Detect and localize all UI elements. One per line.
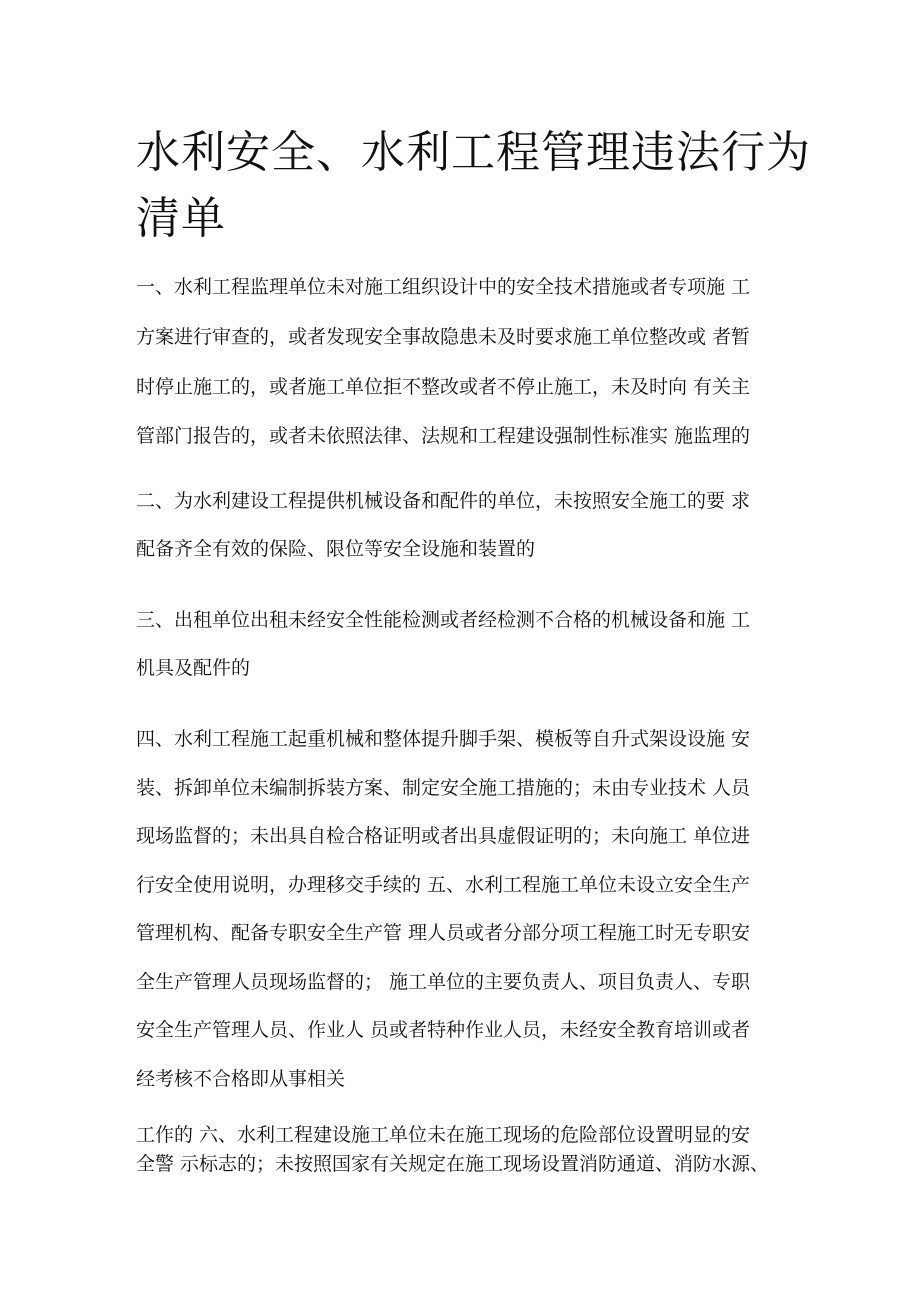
paragraph-line: 配备齐全有效的保险、限位等安全设施和装置的 — [136, 538, 536, 560]
paragraph-line: 管部门报告的，或者未依照法律、法规和工程建设强制性标准实 施监理的 — [136, 425, 751, 447]
paragraph-line: 方案进行审查的，或者发现安全事故隐患未及时要求施工单位整改或 者暂 — [136, 326, 751, 348]
paragraph-line: 四、水利工程施工起重机械和整体提升脚手架、模板等自升式架设设施 安 — [136, 728, 751, 750]
paragraph-line: 经考核不合格即从事相关 — [136, 1068, 346, 1090]
paragraph-line: 安全生产管理人员、作业人 员或者特种作业人员，未经安全教育培训或者 — [136, 1019, 751, 1041]
paragraph-line: 时停止施工的，或者施工单位拒不整改或者不停止施工，未及时向 有关主 — [136, 376, 751, 398]
paragraph-line: 现场监督的；未出具自检合格证明或者出具虚假证明的；未向施工 单位进 — [136, 825, 751, 847]
paragraph-line: 机具及配件的 — [136, 657, 251, 679]
paragraph-line: 二、为水利建设工程提供机械设备和配件的单位，未按照安全施工的要 求 — [136, 490, 751, 512]
paragraph-line: 一、水利工程监理单位未对施工组织设计中的安全技术措施或者专项施 工 — [136, 276, 751, 298]
title-line-1: 水利安全、水利工程管理违法行为 — [136, 127, 811, 178]
paragraph-line: 全警 示标志的；未按照国家有关规定在施工现场设置消防通道、消防水源、 — [136, 1153, 770, 1175]
paragraph-line: 工作的 六、水利工程建设施工单位未在施工现场的危险部位设置明显的安 — [136, 1124, 751, 1146]
title-line-2: 清单 — [136, 193, 226, 244]
paragraph-line: 装、拆卸单位未编制拆装方案、制定安全施工措施的；未由专业技术 人员 — [136, 777, 751, 799]
paragraph-line: 行安全使用说明，办理移交手续的 五、水利工程施工单位未设立安全生产 — [136, 874, 751, 896]
paragraph-line: 管理机构、配备专职安全生产管 理人员或者分部分项工程施工时无专职安 — [136, 922, 751, 944]
paragraph-line: 三、出租单位出租未经安全性能检测或者经检测不合格的机械设备和施 工 — [136, 609, 751, 631]
document-title — [136, 120, 811, 252]
paragraph-line: 全生产管理人员现场监督的； 施工单位的主要负责人、项目负责人、专职 — [136, 971, 751, 993]
